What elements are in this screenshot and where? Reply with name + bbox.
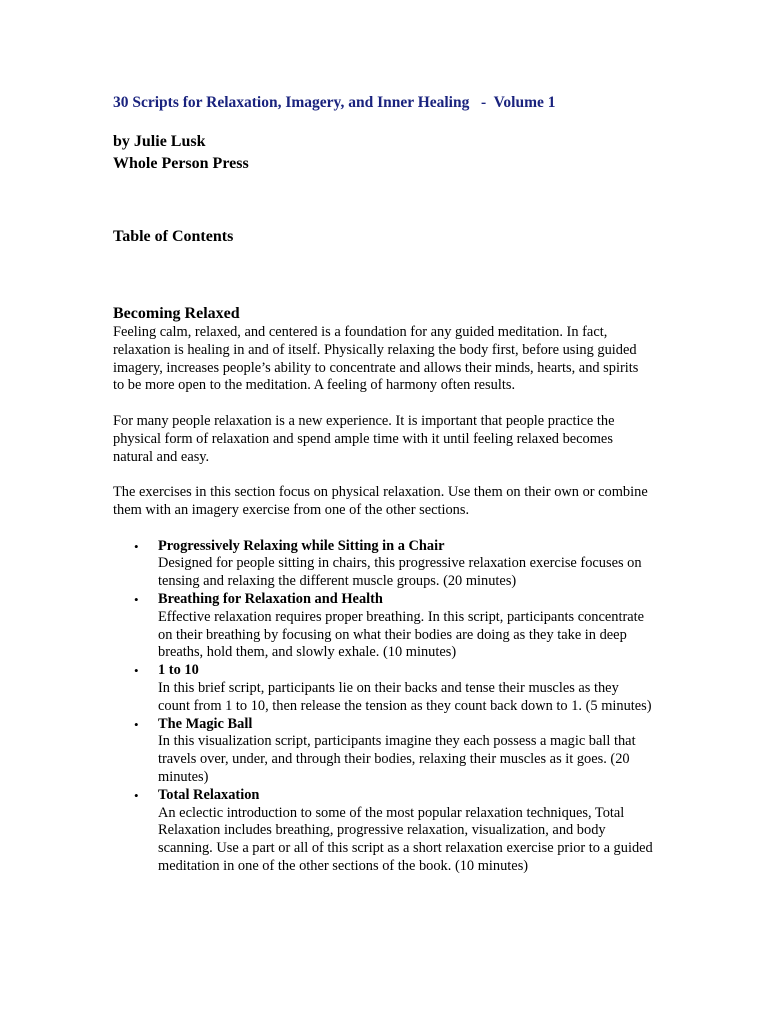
paragraph-3: The exercises in this section focus on physical relaxation. Use them on their own or combine them with an imagery exercise from one of the other sections. bbox=[113, 484, 648, 518]
item-description: In this brief script, participants lie on their backs and tense their muscles as they count from 1 to 10, then release the tension as they count back down to 1. (5 minutes) bbox=[158, 679, 652, 714]
author-line: by Julie Lusk bbox=[113, 133, 206, 150]
toc-heading: Table of Contents bbox=[113, 228, 234, 245]
item-description: Effective relaxation requires proper breathing. In this script, participants concentrate on their breathing by focusing on what their bodies are doing as they take in deep breaths, hold them, and slowly exhale. (10 minutes) bbox=[158, 608, 645, 661]
bullet-icon: • bbox=[134, 663, 139, 679]
section-heading: Becoming Relaxed bbox=[113, 305, 240, 322]
list-item bbox=[134, 662, 653, 715]
publisher-line: Whole Person Press bbox=[113, 155, 249, 172]
item-title: 1 to 10 bbox=[158, 662, 199, 679]
byline-block bbox=[113, 131, 249, 175]
item-title: Progressively Relaxing while Sitting in a Chair bbox=[158, 537, 445, 554]
paragraph-2: For many people relaxation is a new experience. It is important that people practice the physical form of relaxation and spend ample time with it until feeling relaxed becomes natural and easy. bbox=[113, 412, 615, 465]
list-item bbox=[134, 715, 653, 787]
bullet-icon: • bbox=[134, 787, 139, 803]
item-description: Designed for people sitting in chairs, this progressive relaxation exercise focuses on tensing and relaxing the different muscle groups. (20 minutes) bbox=[158, 555, 642, 590]
bullet-icon: • bbox=[134, 716, 139, 732]
script-list bbox=[113, 538, 653, 876]
item-description: In this visualization script, participants imagine they each possess a magic ball that travels over, under, and through their bodies, relaxing their muscles as it goes. (20 minutes) bbox=[158, 733, 636, 785]
item-title: The Magic Ball bbox=[158, 715, 253, 732]
bullet-icon: • bbox=[134, 591, 139, 607]
bullet-icon: • bbox=[134, 538, 139, 554]
list-item bbox=[134, 590, 653, 662]
list-item bbox=[134, 537, 653, 591]
paragraph-1: Feeling calm, relaxed, and centered is a foundation for any guided meditation. In fact, relaxation is healing in and of itself. Physically relaxing the body first, before using guided imagery, increases people’s ability to concentrate and allows their minds, hearts, and spirits to be more open to the meditation. A feeling of harmony often results. bbox=[113, 324, 639, 394]
item-title: Breathing for Relaxation and Health bbox=[158, 590, 383, 607]
section-becoming-relaxed bbox=[113, 304, 653, 876]
list-item bbox=[134, 786, 653, 876]
document-title: 30 Scripts for Relaxation, Imagery, and Inner Healing - Volume 1 bbox=[113, 94, 556, 111]
item-title: Total Relaxation bbox=[158, 786, 260, 803]
item-description: An eclectic introduction to some of the most popular relaxation techniques, Total Relaxation includes breathing, progressive relaxation, visualization, and body scanning. Use a part or all of this script as a short relaxation exercise prior to a guided meditation in one of the other sections of the book. (10 minutes) bbox=[158, 804, 653, 874]
